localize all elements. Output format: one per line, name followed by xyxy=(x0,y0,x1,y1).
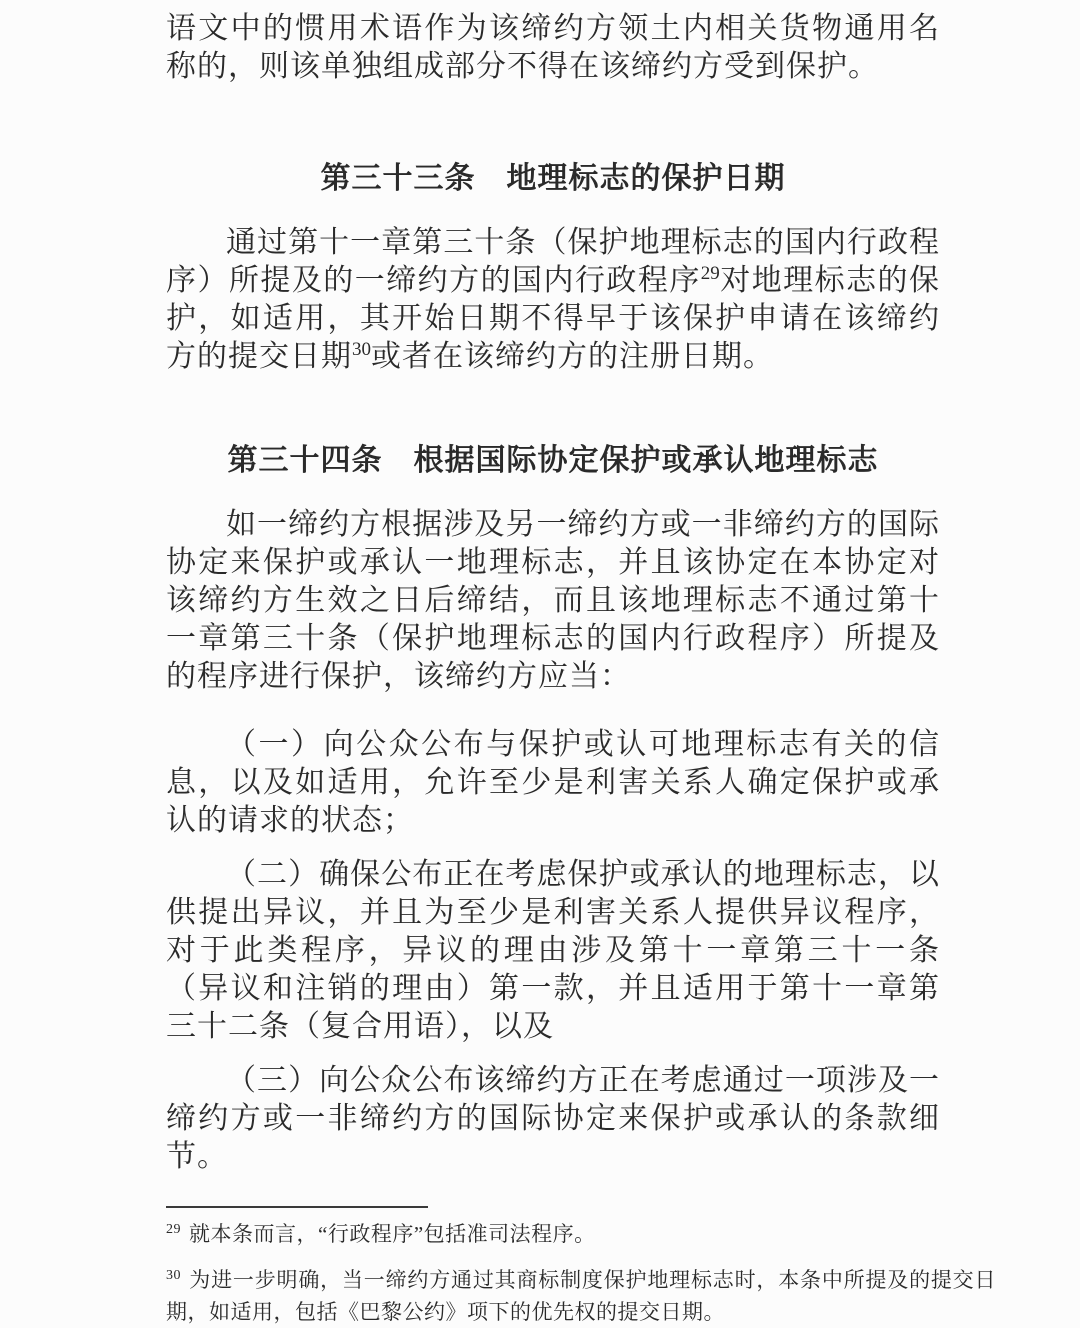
list-item-2-label: （二） xyxy=(226,858,320,891)
footnote-ref-30: 30 xyxy=(352,339,371,360)
intro-paragraph: 语文中的惯用术语作为该缔约方领土内相关货物通用名称的，则该单独组成部分不得在该缔约方受到保护。 xyxy=(166,12,940,83)
footnote-ref-29: 29 xyxy=(700,263,720,284)
list-item-3 xyxy=(166,1062,940,1176)
article-33-heading: 第三十三条 地理标志的保护日期 xyxy=(320,162,786,195)
article-34-paragraph: 如一缔约方根据涉及另一缔约方或一非缔约方的国际协定来保护或承认一地理标志，并且该协定在本协定对该缔约方生效之日后缔结，而且该地理标志不通过第十一章第三十条（保护地理标志的国内行政程序）所提及的程序进行保护，该缔约方应当： xyxy=(166,508,940,693)
list-item-1-label: （一） xyxy=(226,728,324,761)
article-33-paragraph xyxy=(166,224,940,376)
footnote-30-marker: 30 xyxy=(166,1268,181,1283)
list-item-3-text: 向公众公布该缔约方正在考虑通过一项涉及一缔约方或一非缔约方的国际协定来保护或承认的条款细节。 xyxy=(166,1064,941,1173)
list-item-1-text: 向公众公布与保护或认可地理标志有关的信息，以及如适用，允许至少是利害关系人确定保护或承认的请求的状态； xyxy=(166,728,941,837)
article-33-text-part1: 通过第十一章第三十条（保护地理标志的国内行政程序）所提及的一缔约方的国内行政程序 xyxy=(166,226,940,297)
footnote-29-text: 就本条而言，“行政程序”包括准司法程序。 xyxy=(189,1222,596,1246)
footnote-29 xyxy=(166,1218,996,1250)
footnote-29-marker: 29 xyxy=(166,1222,181,1237)
list-item-2 xyxy=(166,856,940,1046)
list-item-2-text: 确保公布正在考虑保护或承认的地理标志，以供提出异议，并且为至少是利害关系人提供异议程序，对于此类程序，异议的理由涉及第十一章第三十一条（异议和注销的理由）第一款，并且适用于第十一章第三十二条（复合用语），以及 xyxy=(166,858,941,1043)
footnote-30 xyxy=(166,1264,996,1328)
footnote-separator xyxy=(166,1206,428,1208)
list-item-1 xyxy=(166,726,940,840)
list-item-3-label: （三） xyxy=(226,1064,320,1097)
article-33-text-part2: 对地理标志的保护，如适用，其开始日期不得早于该保护申请在该缔约方的提交日期 xyxy=(166,264,941,373)
article-33-text-part3: 或者在该缔约方的注册日期。 xyxy=(371,340,774,373)
footnote-30-text: 为进一步明确，当一缔约方通过其商标制度保护地理标志时，本条中所提及的提交日期，如适用，包括《巴黎公约》项下的优先权的提交日期。 xyxy=(166,1268,996,1324)
article-34-heading: 第三十四条 根据国际协定保护或承认地理标志 xyxy=(227,444,879,477)
